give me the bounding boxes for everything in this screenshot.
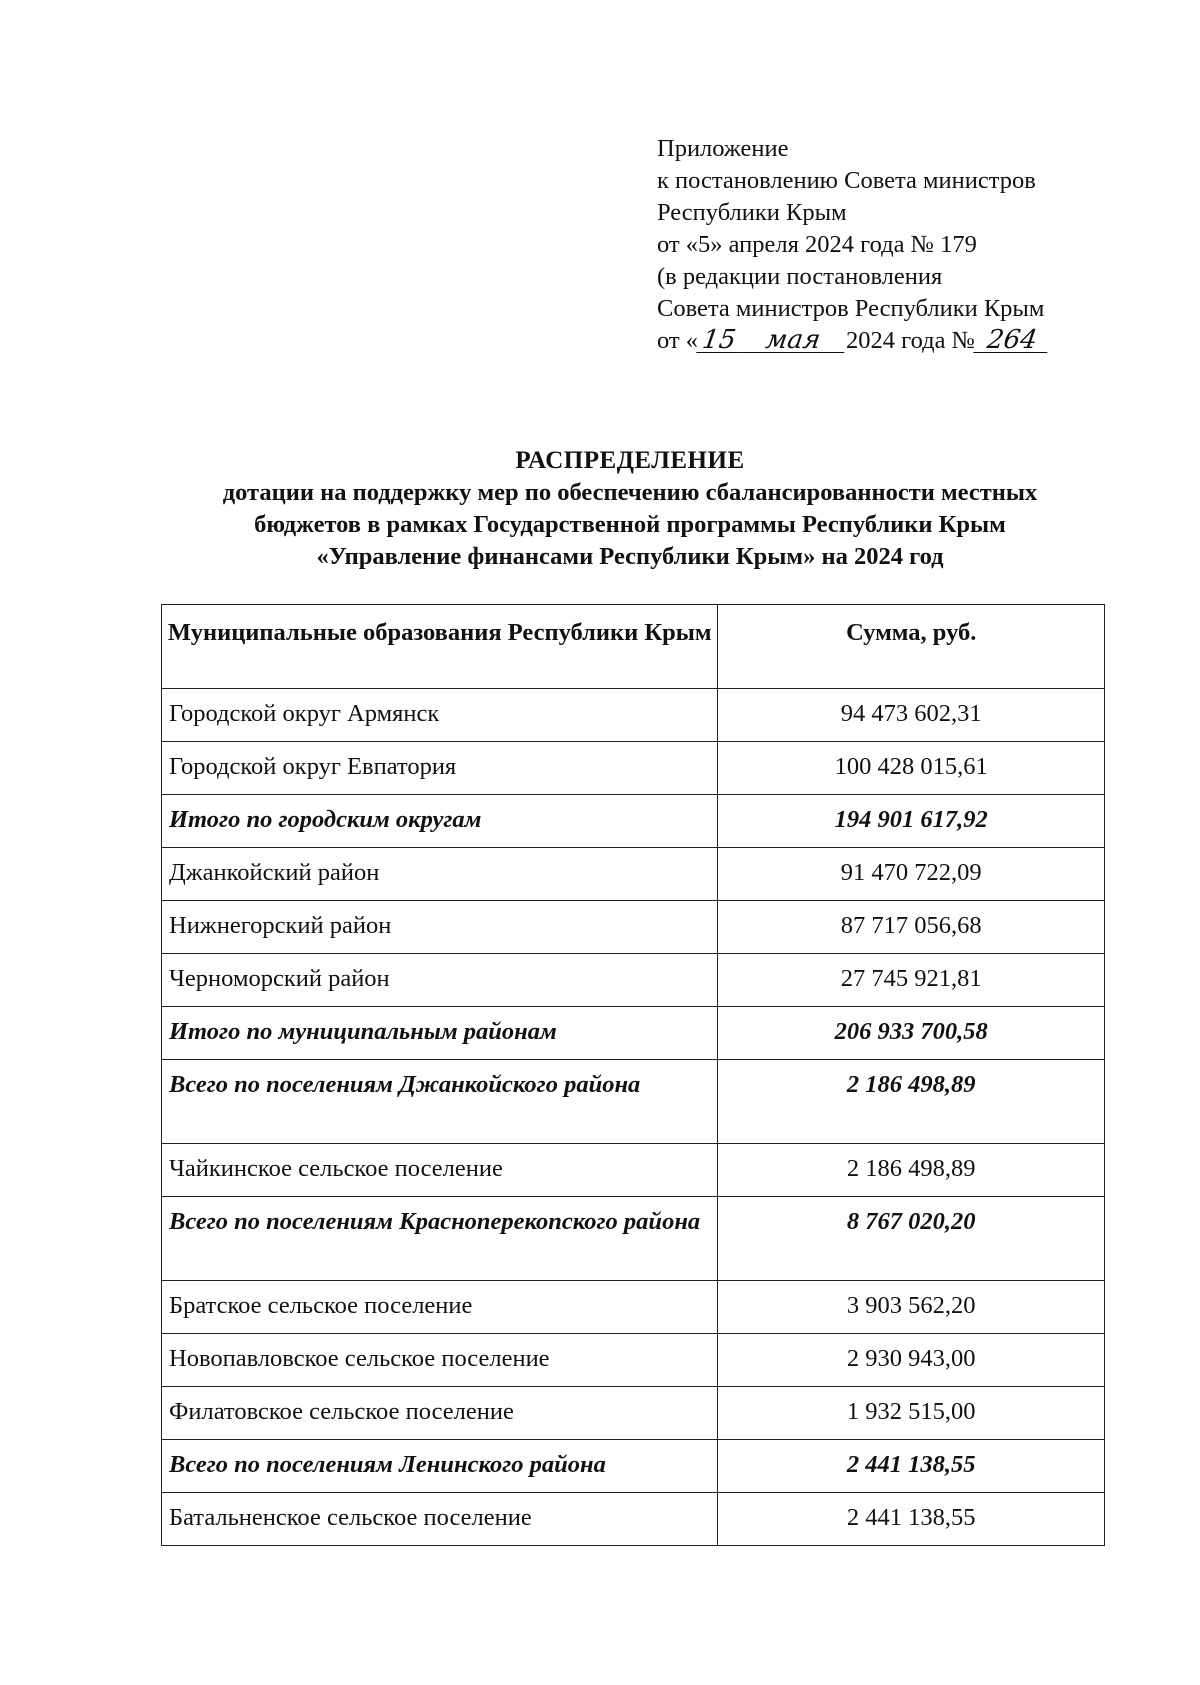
table-row-total [162, 1060, 1105, 1144]
table-row [162, 848, 1105, 901]
table-row [162, 901, 1105, 954]
appendix-date-middle: 2024 года № [846, 327, 975, 354]
appendix-line: Приложение [657, 135, 789, 162]
appendix-line: Совета министров Республики Крым [657, 295, 1045, 322]
document-title [140, 445, 1120, 573]
table-row [162, 1387, 1105, 1440]
total-amount: 2 441 138,55 [718, 1440, 1105, 1493]
amount: 1 932 515,00 [718, 1387, 1105, 1440]
handwritten-day: 15 [696, 328, 742, 353]
appendix-line-date [657, 325, 1049, 357]
handwritten-number: 264 [973, 328, 1051, 353]
table-row [162, 1334, 1105, 1387]
table-row [162, 742, 1105, 795]
header-municipalities: Муниципальные образования Республики Крым [162, 605, 718, 689]
amount: 91 470 722,09 [718, 848, 1105, 901]
appendix-line: к постановлению Совета министров [657, 167, 1036, 194]
table-row [162, 1493, 1105, 1546]
title-line: дотации на поддержку мер по обеспечению сбалансированности местных [222, 479, 1038, 506]
total-amount: 2 186 498,89 [718, 1060, 1105, 1144]
total-label: Всего по поселениям Джанкойского района [162, 1060, 718, 1144]
municipality-name: Батальненское сельское поселение [162, 1493, 718, 1546]
amount: 2 930 943,00 [718, 1334, 1105, 1387]
amount: 3 903 562,20 [718, 1281, 1105, 1334]
municipality-name: Черноморский район [162, 954, 718, 1007]
amount: 94 473 602,31 [718, 689, 1105, 742]
amount: 27 745 921,81 [718, 954, 1105, 1007]
municipality-name: Филатовское сельское поселение [162, 1387, 718, 1440]
total-label: Всего по поселениям Красноперекопского района [162, 1197, 718, 1281]
table-row-total [162, 1007, 1105, 1060]
total-amount: 206 933 700,58 [718, 1007, 1105, 1060]
municipality-name: Чайкинское сельское поселение [162, 1144, 718, 1197]
total-amount: 194 901 617,92 [718, 795, 1105, 848]
appendix-line: (в редакции постановления [657, 263, 943, 290]
table-row [162, 1144, 1105, 1197]
municipality-name: Джанкойский район [162, 848, 718, 901]
title-line: бюджетов в рамках Государственной программы Республики Крым [254, 511, 1006, 538]
table-row-total [162, 795, 1105, 848]
distribution-table [161, 604, 1105, 1546]
table-row-total [162, 1197, 1105, 1281]
table-row-total [162, 1440, 1105, 1493]
amount: 2 441 138,55 [718, 1493, 1105, 1546]
amount: 87 717 056,68 [718, 901, 1105, 954]
municipality-name: Новопавловское сельское поселение [162, 1334, 718, 1387]
amount: 100 428 015,61 [718, 742, 1105, 795]
title-heading: РАСПРЕДЕЛЕНИЕ [515, 447, 745, 474]
handwritten-month: мая [738, 328, 848, 353]
municipality-name: Нижнегорский район [162, 901, 718, 954]
table-header-row [162, 605, 1105, 689]
title-line: «Управление финансами Республики Крым» на 2024 год [316, 543, 944, 570]
appendix-line: от «5» апреля 2024 года № 179 [657, 231, 977, 258]
municipality-name: Городской округ Евпатория [162, 742, 718, 795]
table-row [162, 1281, 1105, 1334]
total-label: Всего по поселениям Ленинского района [162, 1440, 718, 1493]
total-label: Итого по городским округам [162, 795, 718, 848]
appendix-date-prefix: от « [657, 327, 699, 354]
table-row [162, 689, 1105, 742]
header-sum: Сумма, руб. [718, 605, 1105, 689]
table-row [162, 954, 1105, 1007]
total-label: Итого по муниципальным районам [162, 1007, 718, 1060]
municipality-name: Братское сельское поселение [162, 1281, 718, 1334]
amount: 2 186 498,89 [718, 1144, 1105, 1197]
appendix-line: Республики Крым [657, 199, 847, 226]
appendix-note [657, 133, 1049, 357]
total-amount: 8 767 020,20 [718, 1197, 1105, 1281]
municipality-name: Городской округ Армянск [162, 689, 718, 742]
